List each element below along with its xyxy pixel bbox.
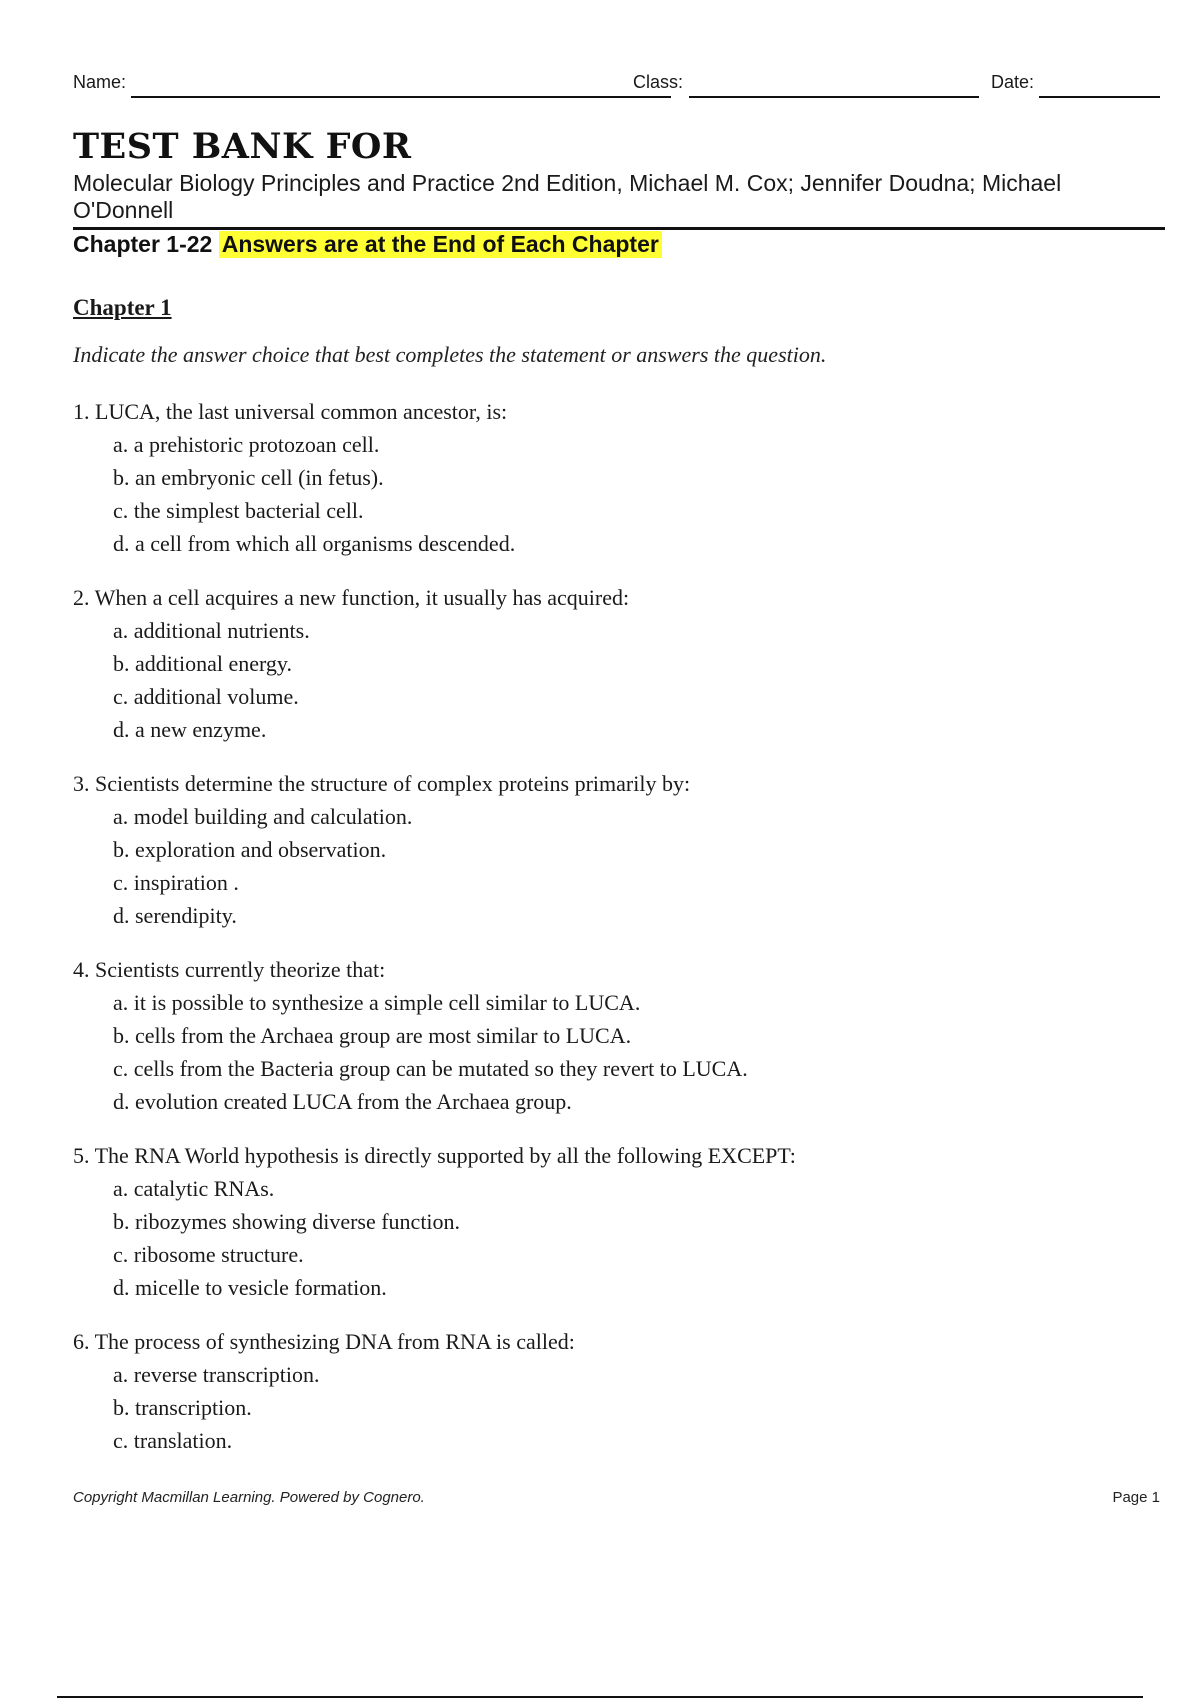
question-2 bbox=[73, 582, 1153, 746]
answer-option: c. translation. bbox=[113, 1428, 233, 1453]
answer-option: c. inspiration . bbox=[113, 870, 239, 895]
question-6 bbox=[73, 1326, 1153, 1457]
question-stem: 5. The RNA World hypothesis is directly supported by all the following EXCEPT: bbox=[73, 1143, 796, 1168]
answer-option: d. evolution created LUCA from the Archaea group. bbox=[113, 1089, 572, 1114]
book-subtitle: Molecular Biology Principles and Practice 2nd Edition, Michael M. Cox; Jennifer Doudna; Michael O'Donnell bbox=[73, 170, 1062, 223]
answer-option: a. model building and calculation. bbox=[113, 804, 413, 829]
question-stem: 4. Scientists currently theorize that: bbox=[73, 957, 386, 982]
answer-option: b. exploration and observation. bbox=[113, 837, 387, 862]
date-label: Date: bbox=[991, 72, 1035, 92]
answer-option: b. an embryonic cell (in fetus). bbox=[113, 465, 384, 490]
chapter-heading: Chapter 1 bbox=[73, 295, 172, 320]
answer-option: a. it is possible to synthesize a simple cell similar to LUCA. bbox=[113, 990, 641, 1015]
answer-option: d. a cell from which all organisms descended. bbox=[113, 531, 516, 556]
answer-option: a. reverse transcription. bbox=[113, 1362, 320, 1387]
answer-option: a. catalytic RNAs. bbox=[113, 1176, 275, 1201]
chapter-range: Chapter 1-22 bbox=[73, 231, 213, 257]
page-number: Page 1 bbox=[1112, 1489, 1160, 1506]
title-divider bbox=[73, 227, 1165, 230]
answer-option: b. additional energy. bbox=[113, 651, 293, 676]
answer-option: b. cells from the Archaea group are most similar to LUCA. bbox=[113, 1023, 632, 1048]
answer-option: b. transcription. bbox=[113, 1395, 252, 1420]
instructions: Indicate the answer choice that best completes the statement or answers the question. bbox=[73, 342, 827, 367]
question-4 bbox=[73, 954, 1153, 1118]
class-label: Class: bbox=[633, 72, 684, 92]
student-info-header bbox=[73, 70, 1160, 100]
class-blank bbox=[689, 96, 979, 98]
question-stem: 1. LUCA, the last universal common ancestor, is: bbox=[73, 399, 508, 424]
question-1 bbox=[73, 396, 1153, 560]
date-blank bbox=[1039, 96, 1160, 98]
answer-option: d. micelle to vesicle formation. bbox=[113, 1275, 387, 1300]
question-stem: 3. Scientists determine the structure of complex proteins primarily by: bbox=[73, 771, 691, 796]
answer-option: c. ribosome structure. bbox=[113, 1242, 304, 1267]
answer-option: d. serendipity. bbox=[113, 903, 237, 928]
question-stem: 6. The process of synthesizing DNA from RNA is called: bbox=[73, 1329, 575, 1354]
copyright-footer: Copyright Macmillan Learning. Powered by Cognero. bbox=[73, 1489, 425, 1506]
answer-option: a. additional nutrients. bbox=[113, 618, 310, 643]
answers-note-highlight: Answers are at the End of Each Chapter bbox=[219, 231, 662, 258]
question-3 bbox=[73, 768, 1153, 932]
answer-option: d. a new enzyme. bbox=[113, 717, 267, 742]
question-list bbox=[73, 396, 1153, 1479]
question-5 bbox=[73, 1140, 1153, 1304]
answer-option: c. the simplest bacterial cell. bbox=[113, 498, 364, 523]
answer-option: a. a prehistoric protozoan cell. bbox=[113, 432, 380, 457]
chapter-range-line bbox=[73, 231, 662, 258]
answer-option: b. ribozymes showing diverse function. bbox=[113, 1209, 461, 1234]
question-stem: 2. When a cell acquires a new function, it usually has acquired: bbox=[73, 585, 630, 610]
answer-option: c. additional volume. bbox=[113, 684, 299, 709]
name-blank bbox=[131, 96, 671, 98]
name-label: Name: bbox=[73, 72, 127, 92]
bottom-divider bbox=[57, 1696, 1143, 1698]
answer-option: c. cells from the Bacteria group can be mutated so they revert to LUCA. bbox=[113, 1056, 748, 1081]
test-bank-title: TEST BANK FOR bbox=[73, 126, 412, 167]
